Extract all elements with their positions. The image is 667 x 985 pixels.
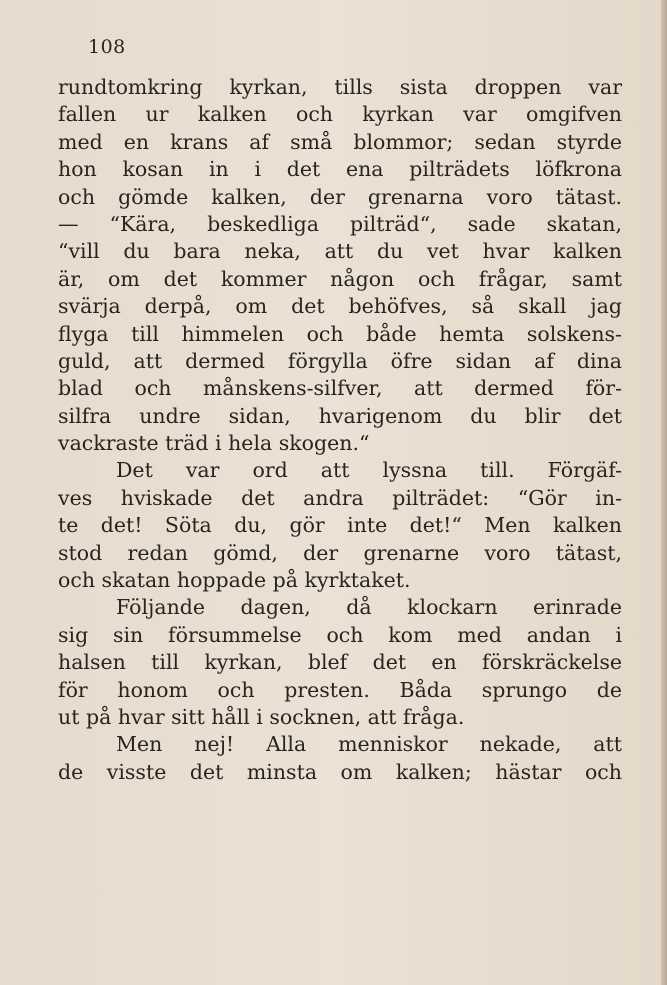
- text-line: “vill du bara neka, att du vet hvar kalken: [58, 239, 622, 264]
- text-line: hon kosan in i det ena pilträdets löfkrona: [58, 157, 622, 182]
- text-line: Men nej! Alla menniskor nekade, att: [116, 732, 622, 757]
- page-number: 108: [88, 36, 126, 58]
- text-line: stod redan gömd, der grenarne voro tätast,: [58, 540, 622, 565]
- text-line: sig sin försummelse och kom med andan i: [58, 622, 622, 647]
- text-line: guld, att dermed förgylla öfre sidan af dina: [58, 348, 622, 373]
- text-line: med en krans af små blommor; sedan styrde: [58, 129, 622, 154]
- text-line: och skatan hoppade på kyrktaket.: [58, 568, 411, 593]
- text-line: — “Kära, beskedliga pilträd“, sade skatan,: [58, 211, 622, 236]
- text-line: och gömde kalken, der grenarna voro tätast.: [58, 184, 622, 209]
- text-line: flyga till himmelen och både hemta solskens-: [58, 321, 622, 346]
- page-edge: [661, 0, 667, 985]
- text-line: rundtomkring kyrkan, tills sista droppen var: [58, 75, 622, 99]
- text-line: är, om det kommer någon och frågar, samt: [58, 266, 622, 291]
- body-text: [58, 74, 622, 786]
- text-line: te det! Söta du, gör inte det!“ Men kalken: [58, 513, 622, 538]
- text-line: blad och månskens-silfver, att dermed för-: [58, 376, 622, 401]
- text-line: Det var ord att lyssna till. Förgäf-: [116, 458, 622, 483]
- text-line: halsen till kyrkan, blef det en förskräckelse: [58, 650, 622, 675]
- text-line: vackraste träd i hela skogen.“: [58, 431, 370, 456]
- text-line: de visste det minsta om kalken; hästar och: [58, 759, 622, 784]
- text-line: fallen ur kalken och kyrkan var omgifven: [58, 102, 622, 127]
- text-line: ves hviskade det andra pilträdet: “Gör in-: [58, 485, 622, 510]
- text-line: svärja derpå, om det behöfves, så skall jag: [58, 294, 622, 319]
- text-line: för honom och presten. Båda sprungo de: [58, 677, 622, 702]
- text-line: ut på hvar sitt håll i socknen, att fråga.: [58, 704, 465, 729]
- text-line: silfra undre sidan, hvarigenom du blir det: [58, 403, 622, 428]
- text-line: Följande dagen, då klockarn erinrade: [116, 595, 622, 620]
